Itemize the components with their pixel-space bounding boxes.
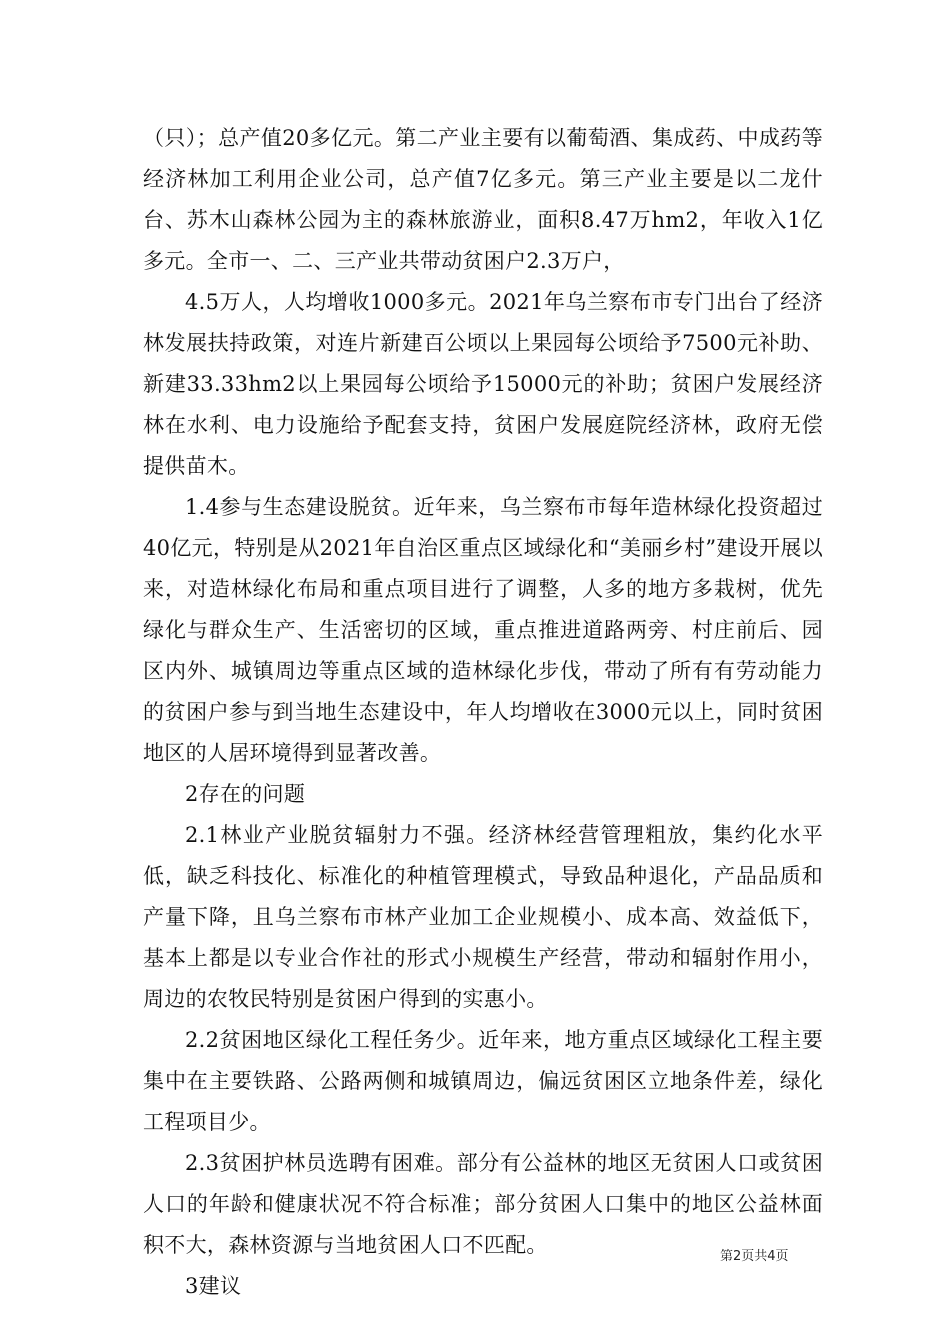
page-number: 第2页共4页 (720, 1249, 789, 1264)
paragraph-2-1: 2.1林业产业脱贫辐射力不强。经济林经营管理粗放，集约化水平低，缺乏科技化、标准化的种植管理模式，导致品种退化，产品品质和产量下降，且乌兰察布市林产业加工企业规模小、成本高、效益低下，基本上都是以专业合作社的形式小规模生产经营，带动和辐射作用小，周边的农牧民特别是贫困户得到的实惠小。 (143, 823, 823, 1011)
section-heading-3: 3建议 (185, 1274, 242, 1298)
paragraph-1: （只）；总产值20多亿元。第二产业主要有以葡萄酒、集成药、中成药等经济林加工利用企业公司，总产值7亿多元。第三产业主要是以二龙什台、苏木山森林公园为主的森林旅游业，面积8.47万hm2，年收入1亿多元。全市一、二、三产业共带动贫困户2.3万户， (143, 126, 823, 273)
paragraph-2: 4.5万人，人均增收1000多元。2021年乌兰察布市专门出台了经济林发展扶持政策，对连片新建百公顷以上果园每公顷给予7500元补助、新建33.33hm2以上果园每公顷给予15000元的补助；贫困户发展经济林在水利、电力设施给予配套支持，贫困户发展庭院经济林，政府无偿提供苗木。 (143, 290, 823, 478)
paragraph-2-2: 2.2贫困地区绿化工程任务少。近年来，地方重点区域绿化工程主要集中在主要铁路、公路两侧和城镇周边，偏远贫困区立地条件差，绿化工程项目少。 (143, 1028, 823, 1134)
paragraph-2-3: 2.3贫困护林员选聘有困难。部分有公益林的地区无贫困人口或贫困人口的年龄和健康状况不符合标准；部分贫困人口集中的地区公益林面积不大，森林资源与当地贫困人口不匹配。 (143, 1151, 823, 1257)
section-heading-2: 2存在的问题 (185, 782, 306, 806)
paragraph-3: 1.4参与生态建设脱贫。近年来，乌兰察布市每年造林绿化投资超过40亿元，特别是从2021年自治区重点区域绿化和“美丽乡村”建设开展以来，对造林绿化布局和重点项目进行了调整，人多的地方多栽树，优先绿化与群众生产、生活密切的区域，重点推进道路两旁、村庄前后、园区内外、城镇周边等重点区域的造林绿化步伐，带动了所有有劳动能力的贫困户参与到当地生态建设中，年人均增收在3000元以上，同时贫困地区的人居环境得到显著改善。 (143, 495, 823, 765)
document-body (143, 118, 823, 1307)
